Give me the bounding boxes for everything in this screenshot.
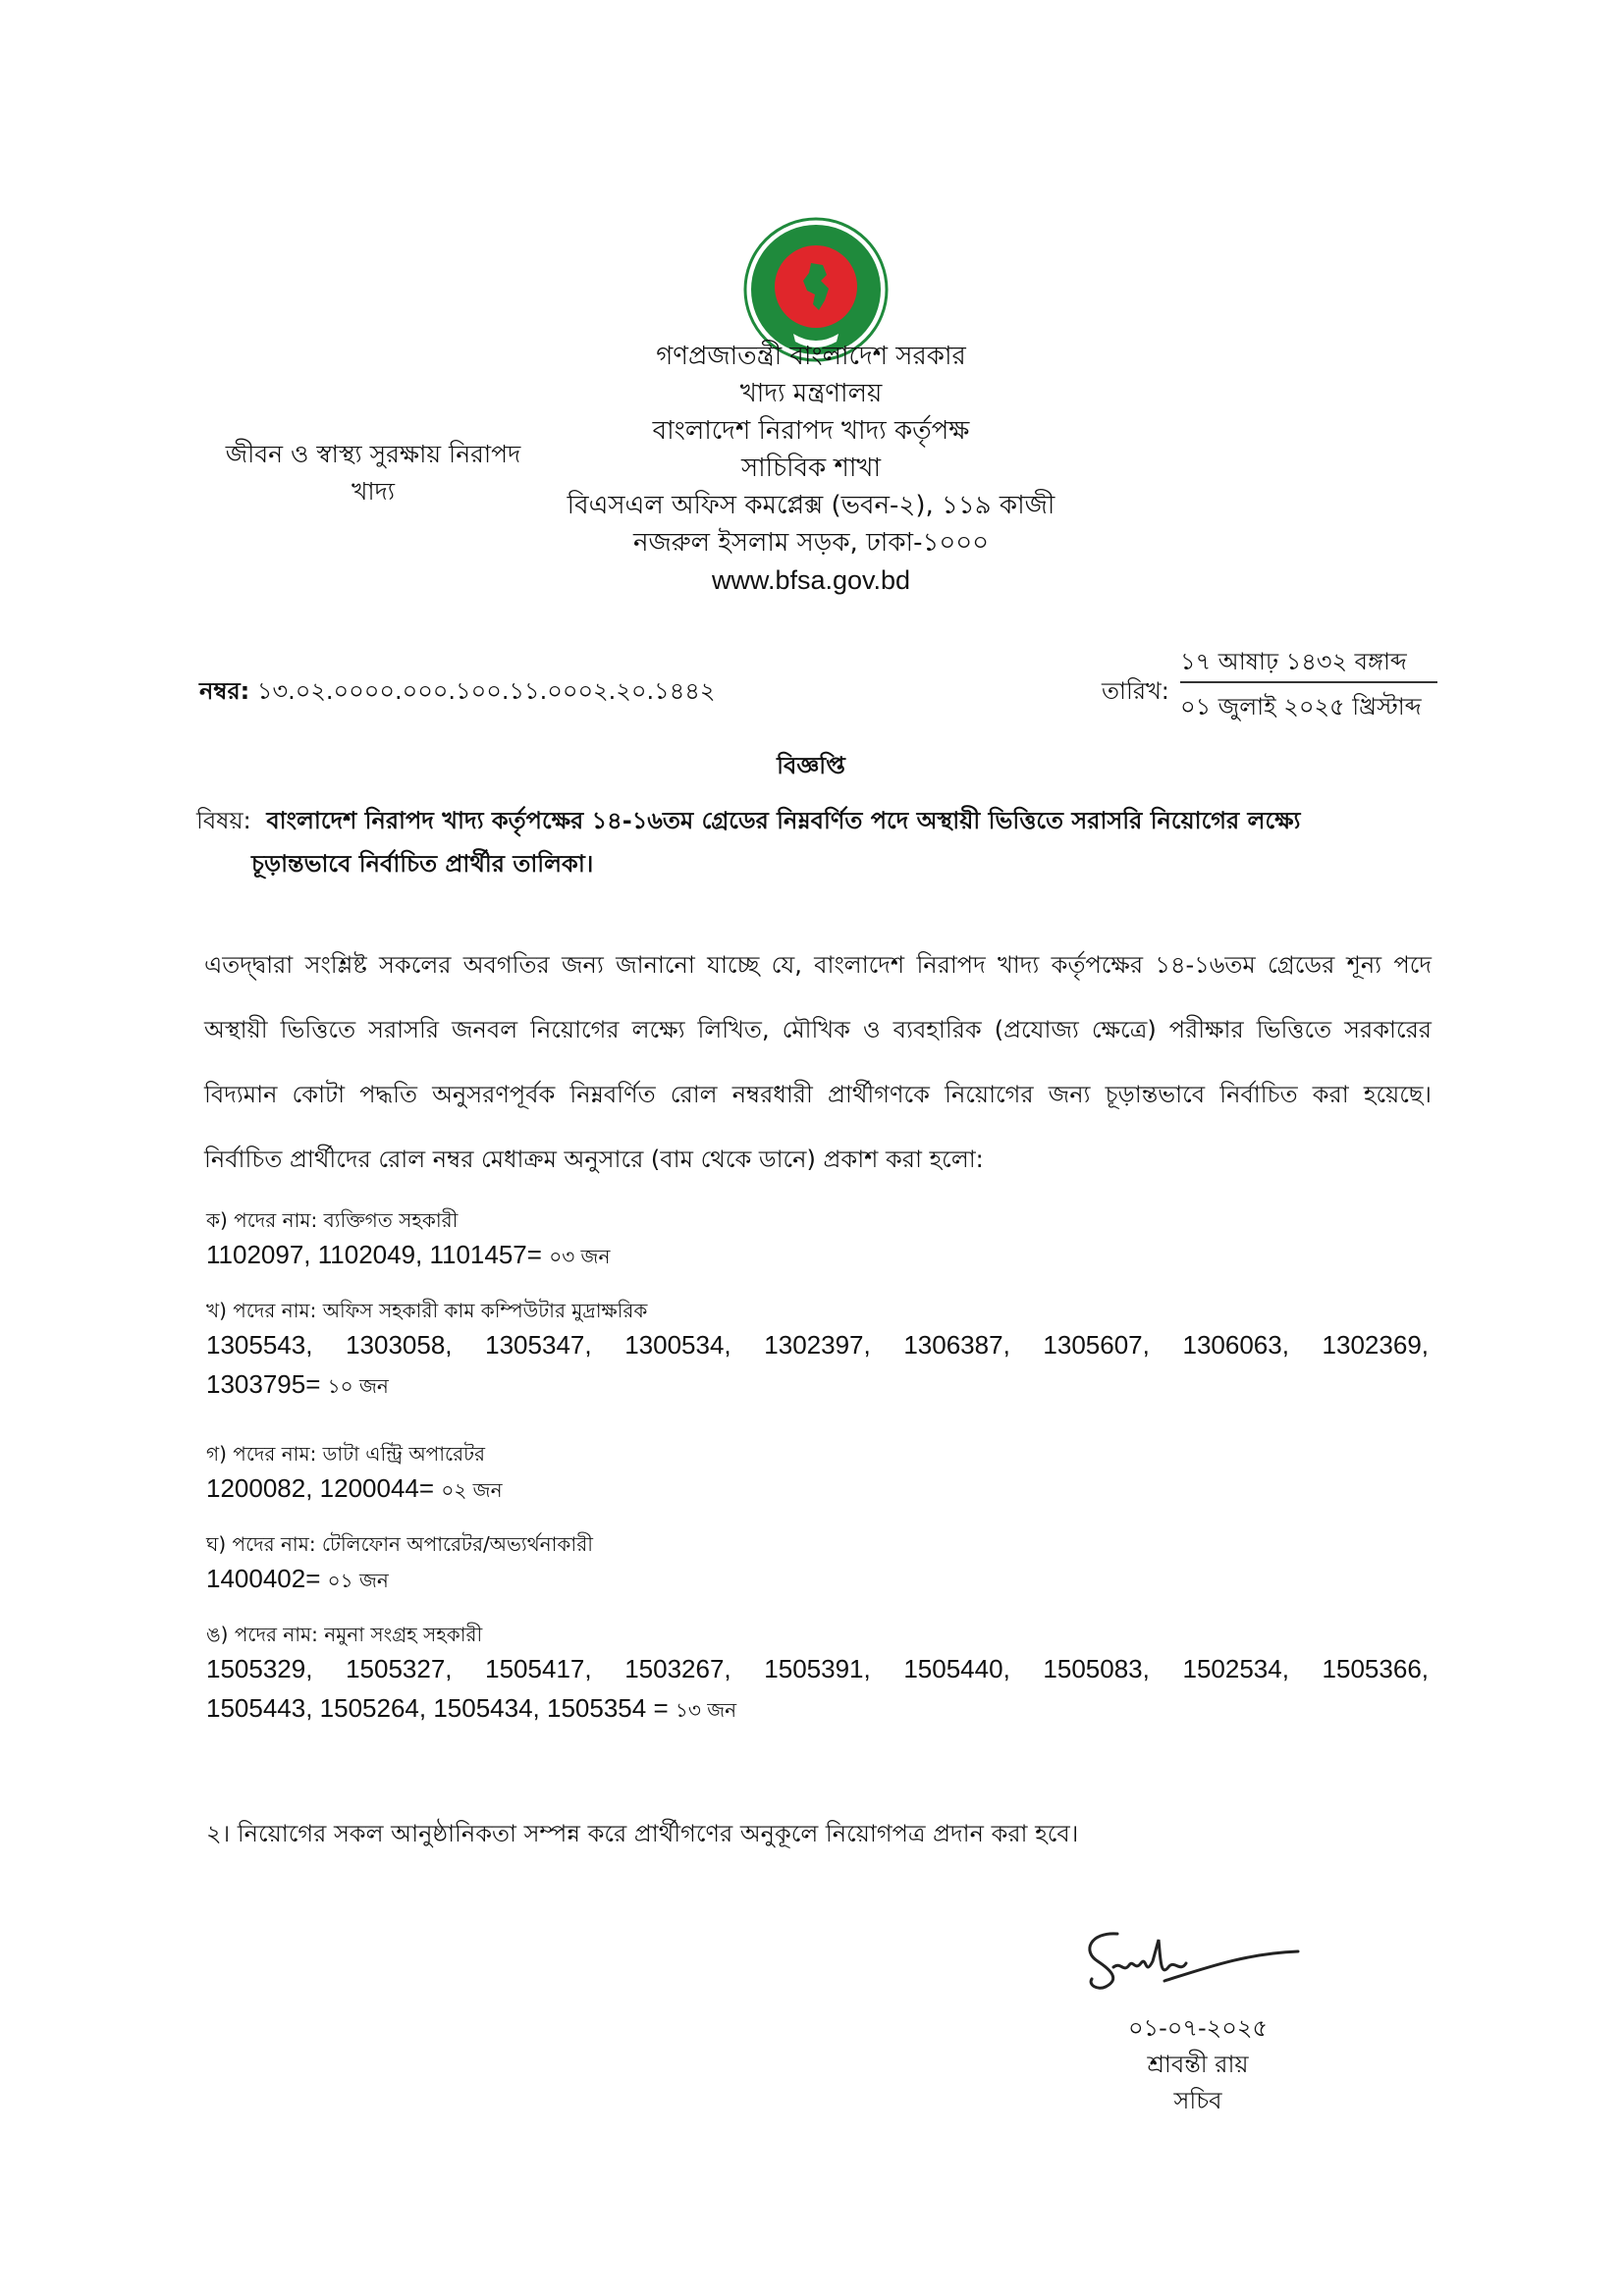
selected-count: ০৩ জন	[549, 1245, 611, 1268]
date-block	[1102, 644, 1440, 722]
slogan	[187, 436, 560, 510]
roll-numbers	[206, 1688, 1429, 1730]
subject-line: বাংলাদেশ নিরাপদ খাদ্য কর্তৃপক্ষের ১৪-১৬তম গ্রেডের নিম্নবর্ণিত পদে অস্থায়ী ভিত্তিতে সরাসরি নিয়োগের লক্ষ্যে	[266, 807, 1301, 834]
post-label: খ) পদের নাম: অফিস সহকারী কাম কম্পিউটার মুদ্রাক্ষরিক	[206, 1299, 648, 1322]
roll-list: 1400402=	[206, 1564, 321, 1593]
date-bangla: ১৭ আষাঢ় ১৪৩২ বঙ্গাব্দ	[1180, 648, 1407, 675]
body-line: বিদ্যমান কোটা পদ্ধতি অনুসরণপূর্বক নিম্নবর্ণিত রোল নম্বরধারী প্রার্থীগণকে নিয়োগের জন্য চূড়ান্তভাবে নির্বাচিত করা হয়েছে।	[204, 1081, 1432, 1108]
signature-date: ০১-০৭-২০২৫	[1127, 2014, 1269, 2042]
slogan-line: জীবন ও স্বাস্থ্য সুরক্ষায় নিরাপদ	[225, 440, 521, 468]
roll-numbers	[206, 1468, 1429, 1510]
closing-paragraph: ২। নিয়োগের সকল আনুষ্ঠানিকতা সম্পন্ন করে প্রার্থীগণের অনুকূলে নিয়োগপত্র প্রদান করা হবে।	[206, 1820, 1079, 1847]
notice-title: বিজ্ঞপ্তি	[777, 752, 845, 779]
post-section	[206, 1529, 1429, 1600]
header-line: বিএসএল অফিস কমপ্লেক্স (ভবন-২), ১১৯ কাজী	[567, 491, 1055, 520]
post-section	[206, 1439, 1429, 1510]
post-label: ক) পদের নাম: ব্যক্তিগত সহকারী	[206, 1208, 459, 1232]
roll-list: 1505443, 1505264, 1505434, 1505354 =	[206, 1693, 669, 1723]
date-gregorian: ০১ জুলাই ২০২৫ খ্রিস্টাব্দ	[1180, 693, 1422, 721]
roll-list: 1303795=	[206, 1369, 321, 1399]
selected-count: ১০ জন	[327, 1374, 389, 1398]
signatory-title: সচিব	[1173, 2087, 1222, 2114]
selected-count: ০২ জন	[441, 1478, 503, 1502]
post-label: ঙ) পদের নাম: নমুনা সংগ্রহ সহকারী	[206, 1623, 483, 1646]
header-line: নজরুল ইসলাম সড়ক, ঢাকা-১০০০	[632, 528, 990, 558]
memo-label: নম্বর:	[199, 677, 250, 705]
header-line: খাদ্য মন্ত্রণালয়	[739, 379, 883, 408]
header-line: বাংলাদেশ নিরাপদ খাদ্য কর্তৃপক্ষ	[652, 416, 970, 446]
subject	[196, 799, 1463, 885]
office-header	[467, 338, 1155, 599]
roll-numbers	[206, 1559, 1429, 1600]
post-section	[206, 1620, 1429, 1730]
header-line: গণপ্রজাতন্ত্রী বাংলাদেশ সরকার	[656, 342, 966, 371]
body-line: এতদ্দ্বারা সংশ্লিষ্ট সকলের অবগতির জন্য জানানো যাচ্ছে যে, বাংলাদেশ নিরাপদ খাদ্য কর্তৃপক্ষের ১৪-১৬তম গ্রেডের শূন্য পদে	[204, 951, 1432, 979]
post-label: ঘ) পদের নাম: টেলিফোন অপারেটর/অভ্যর্থনাকারী	[206, 1532, 593, 1556]
roll-numbers	[206, 1235, 1429, 1276]
subject-label: বিষয়:	[196, 807, 251, 834]
roll-list: 1505329, 1505327, 1505417, 1503267, 1505391, 1505440, 1505083, 1502534, 1505366,	[206, 1654, 1429, 1683]
date-divider	[1180, 681, 1437, 683]
post-label: গ) পদের নাম: ডাটা এন্ট্রি অপারেটর	[206, 1442, 485, 1466]
memo-number	[199, 673, 715, 713]
memo-value: ১৩.০২.০০০০.০০০.১০০.১১.০০০২.২০.১৪৪২	[256, 677, 716, 705]
roll-list: 1102097, 1102049, 1101457=	[206, 1240, 542, 1269]
selected-count: ০১ জন	[327, 1569, 389, 1592]
subject-line: চূড়ান্তভাবে নির্বাচিত প্রার্থীর তালিকা।	[251, 850, 594, 878]
post-section	[206, 1296, 1429, 1406]
signatory-name: শ্রাবন্তী রায়	[1147, 2051, 1249, 2078]
roll-list: 1305543, 1303058, 1305347, 1300534, 1302397, 1306387, 1305607, 1306063, 1302369,	[206, 1330, 1429, 1360]
header-line: সাচিবিক শাখা	[740, 454, 882, 483]
website-link[interactable]: www.bfsa.gov.bd	[711, 565, 911, 595]
post-section	[206, 1205, 1429, 1276]
body-paragraph	[204, 933, 1432, 1192]
slogan-line: খাদ্য	[351, 477, 396, 506]
body-line: অস্থায়ী ভিত্তিতে সরাসরি জনবল নিয়োগের লক্ষ্যে লিখিত, মৌখিক ও ব্যবহারিক (প্রযোজ্য ক্ষেত্রে) পরীক্ষার ভিত্তিতে সরকারের	[204, 1016, 1432, 1043]
roll-list: 1200082, 1200044=	[206, 1473, 435, 1503]
signatory-block	[1100, 2010, 1296, 2119]
selected-count: ১৩ জন	[675, 1698, 737, 1722]
date-label: তারিখ:	[1102, 677, 1169, 705]
roll-numbers	[206, 1364, 1429, 1406]
handwritten-signature	[1065, 1922, 1311, 2001]
body-line: নির্বাচিত প্রার্থীদের রোল নম্বর মেধাক্রম অনুসারে (বাম থেকে ডানে) প্রকাশ করা হলো:	[204, 1146, 984, 1173]
